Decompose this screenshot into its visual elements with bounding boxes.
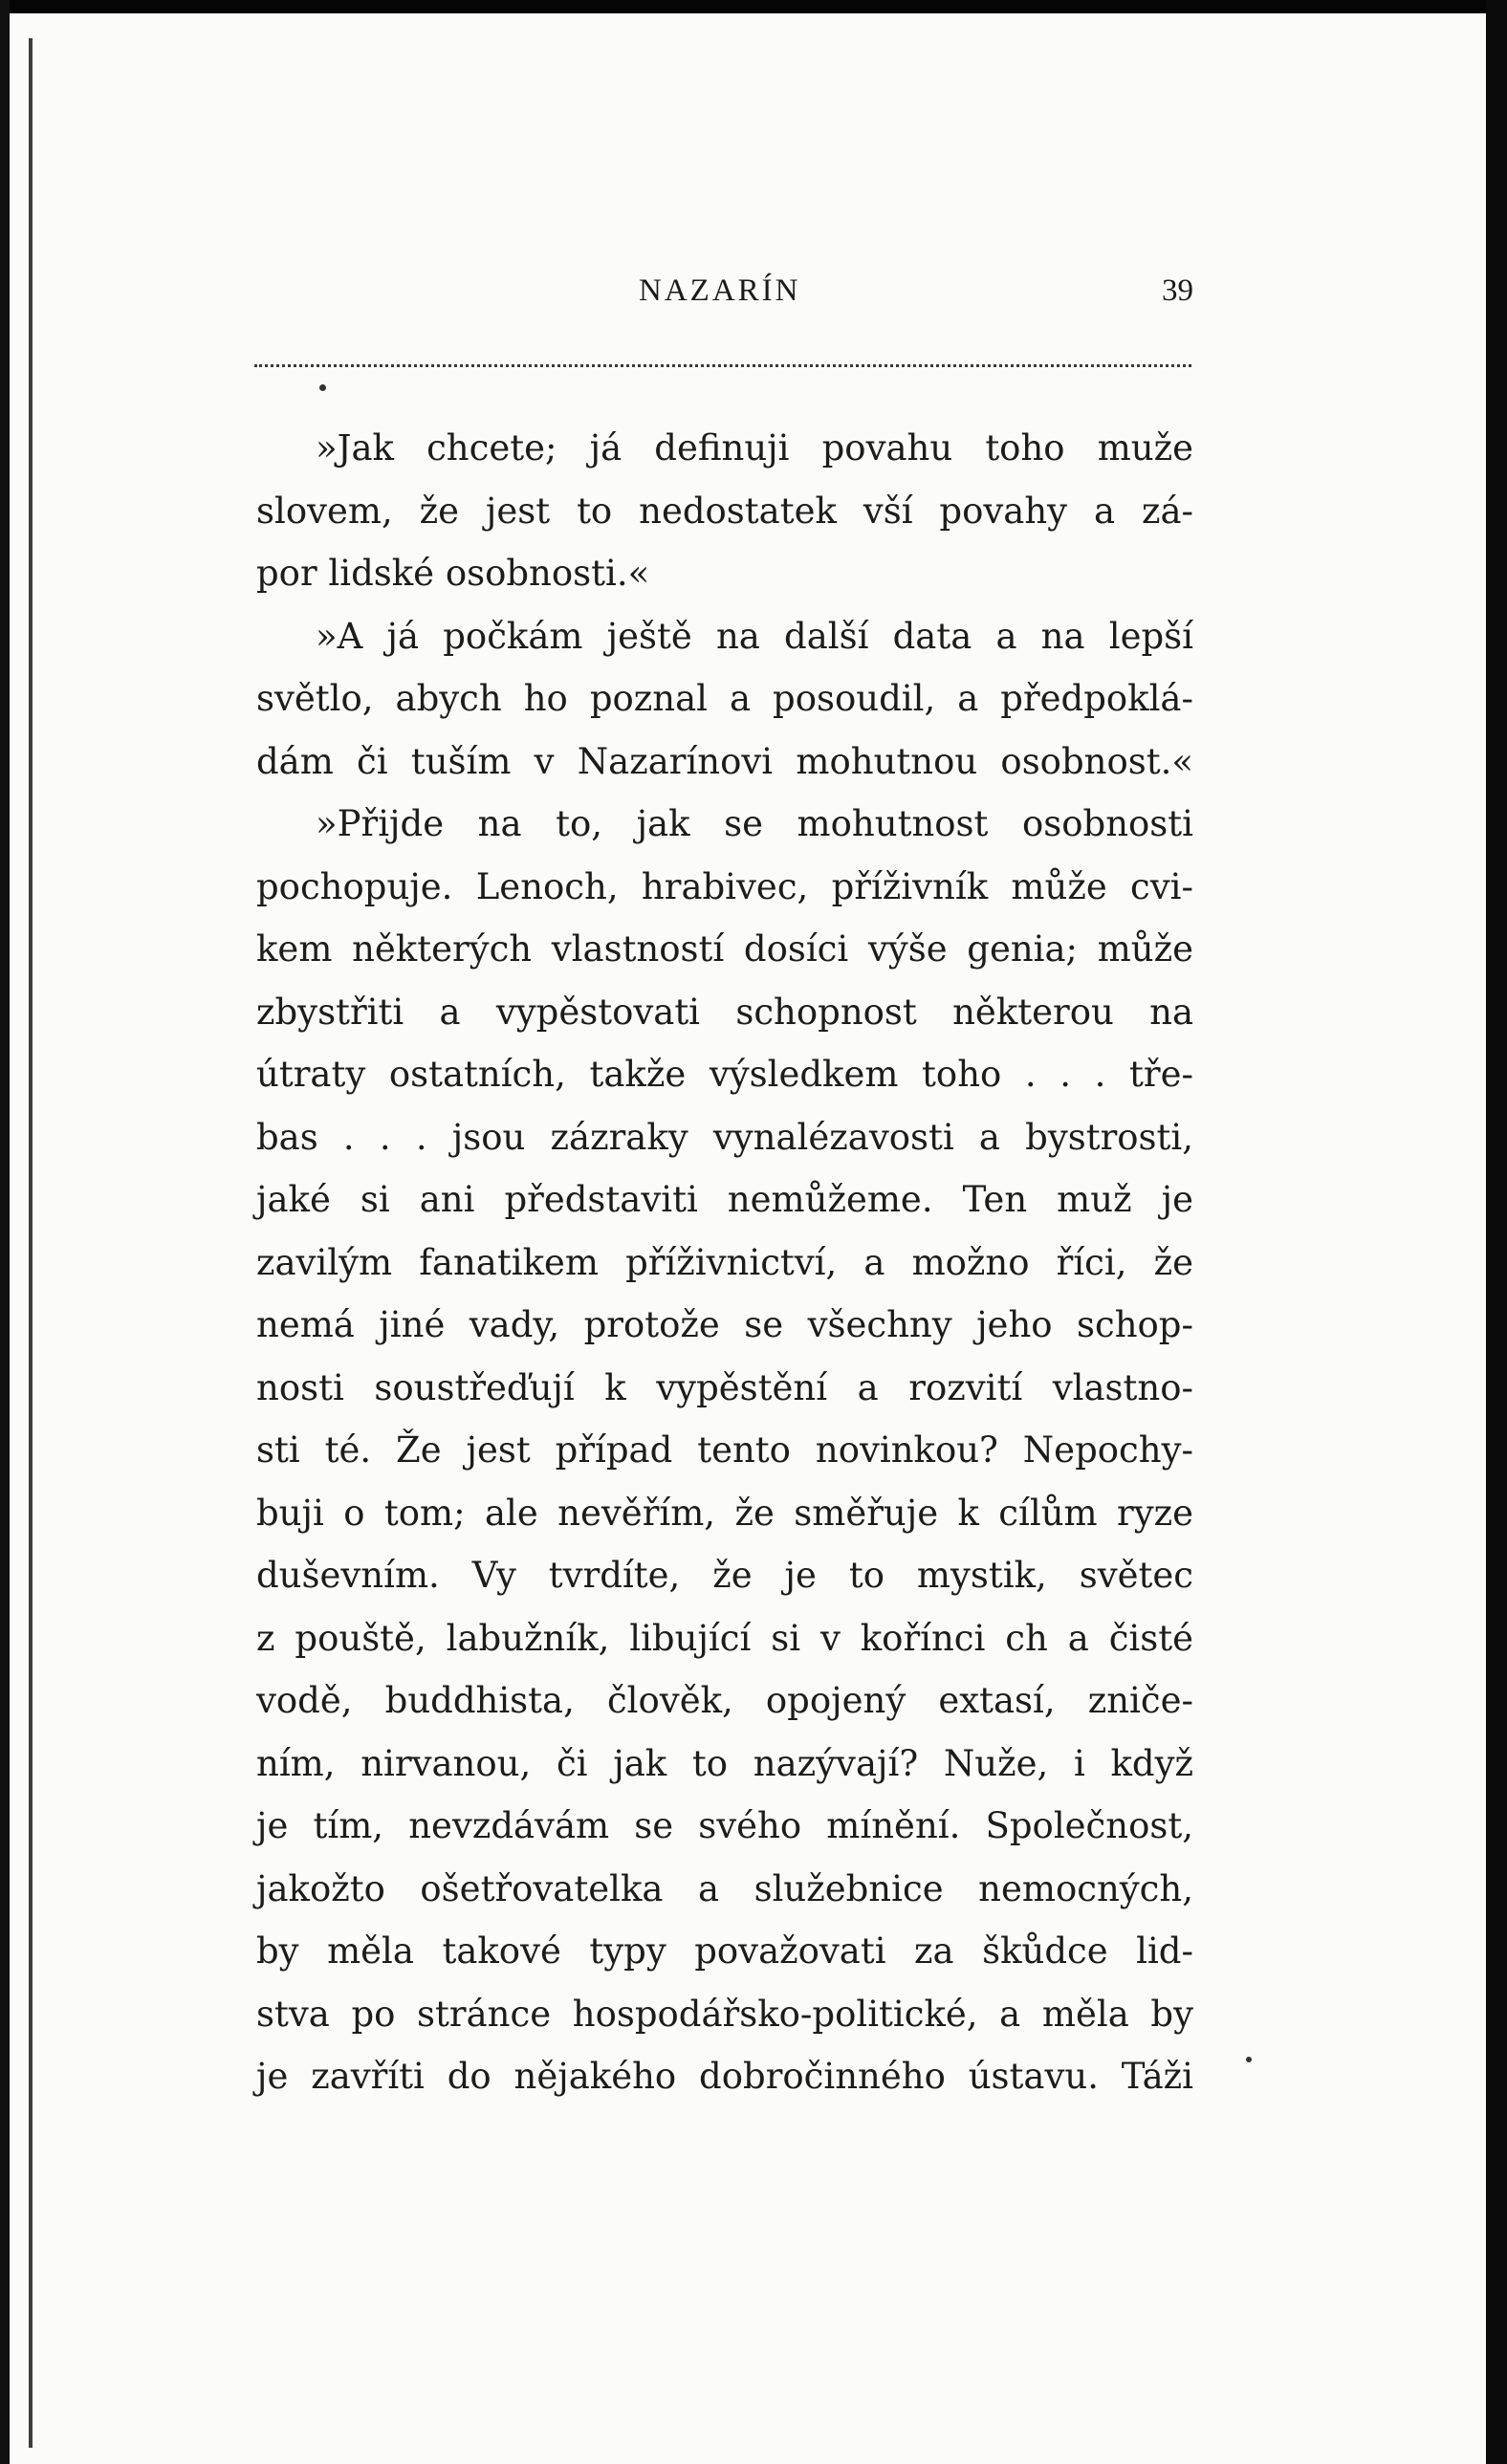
scan-border-top (0, 0, 1507, 13)
text-line: z pouště, labužník, libující si v kořínci ch a čisté (256, 1617, 1193, 1659)
text-line: dám či tuším v Nazarínovi mohutnou osobnost.« (256, 740, 1193, 782)
text-line: vodě, buddhista, člověk, opojený extasí, zniče- (256, 1680, 1193, 1721)
page-number: 39 (1162, 273, 1193, 308)
text-line: nemá jiné vady, protože se všechny jeho schop- (256, 1304, 1193, 1345)
text-line: útraty ostatních, takže výsledkem toho . . . tře- (256, 1054, 1193, 1095)
text-line: pochopuje. Lenoch, hrabivec, příživník může cvi- (256, 865, 1193, 907)
running-title: NAZARÍN (639, 273, 801, 308)
body-text (256, 417, 1193, 2108)
text-line: buji o tom; ale nevěřím, že směřuje k cílům ryze (256, 1492, 1193, 1534)
text-line: je zavříti do nějakého dobročinného ústavu. Táži (256, 2056, 1193, 2097)
text-line: duševním. Vy tvrdíte, že je to mystik, světec (256, 1555, 1193, 1596)
text-line: stva po stránce hospodářsko-politické, a měla by (256, 1993, 1193, 2035)
text-line: zbystřiti a vypěstovati schopnost některou na (256, 991, 1193, 1033)
text-line: sti té. Že jest případ tento novinkou? Nepochy- (256, 1429, 1193, 1471)
text-line: je tím, nevzdávám se svého mínění. Společnost, (256, 1805, 1193, 1846)
text-line: zavilým fanatikem příživnictví, a možno říci, že (256, 1241, 1193, 1283)
text-line: nosti soustřeďují k vypěstění a rozvití vlastno- (256, 1366, 1193, 1408)
scan-border-left (0, 0, 10, 2464)
page-gutter-line (29, 38, 33, 2448)
ink-speck (1246, 2057, 1252, 2062)
text-line: slovem, že jest to nedostatek vší povahy a zá- (256, 490, 1193, 532)
text-line: »Přijde na to, jak se mohutnost osobnosti (316, 803, 1193, 844)
text-line: světlo, abych ho poznal a posoudil, a předpoklá- (256, 678, 1193, 719)
text-line: jakožto ošetřovatelka a služebnice nemocných, (256, 1867, 1193, 1909)
text-line: jaké si ani představiti nemůžeme. Ten muž je (256, 1179, 1193, 1220)
text-line: by měla takové typy považovati za škůdce lid- (256, 1930, 1193, 1972)
ink-speck (319, 384, 326, 391)
text-line: ním, nirvanou, či jak to nazývají? Nuže, i když (256, 1742, 1193, 1784)
text-line: bas . . . jsou zázraky vynalézavosti a bystrosti, (256, 1116, 1193, 1158)
text-line: por lidské osobnosti.« (256, 553, 650, 594)
running-head (256, 273, 1193, 316)
text-line: »Jak chcete; já definuji povahu toho muže (316, 427, 1193, 469)
scan-border-right (1486, 0, 1507, 2464)
header-dotted-rule (254, 364, 1191, 367)
text-line: kem některých vlastností dosíci výše genia; může (256, 928, 1193, 970)
text-line: »A já počkám ještě na další data a na lepší (316, 615, 1193, 657)
